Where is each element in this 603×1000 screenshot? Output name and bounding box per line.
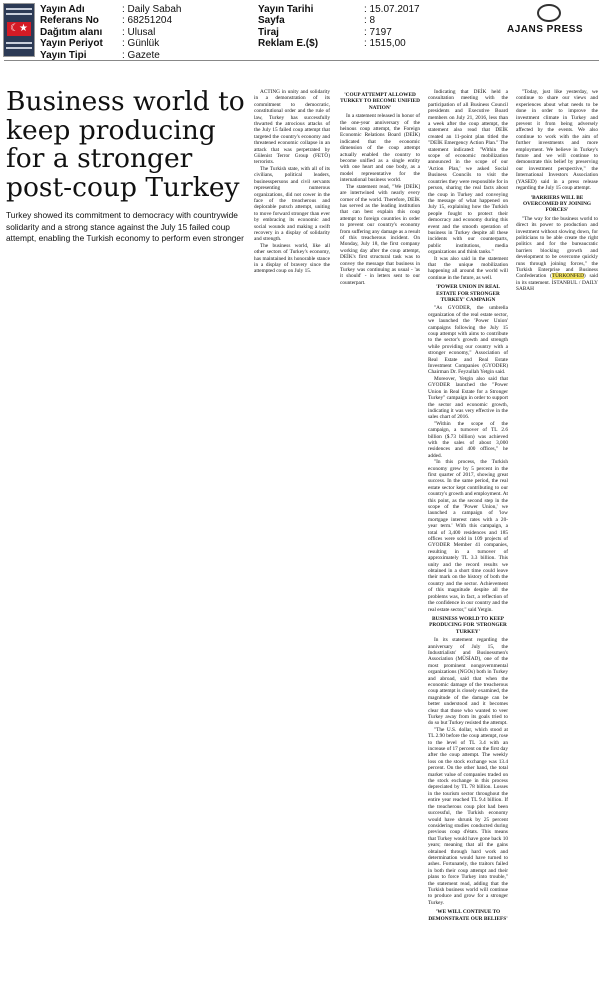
meta-value: : 7197 [364, 26, 392, 38]
newspaper-thumbnail [3, 3, 35, 57]
article-deck: Turkey showed its commitment to democracy with countrywide solidarity and a strong stance against the July 15 failed coup attempt, enabling the Turkish economy to perform even stronger [6, 210, 244, 243]
logo-text: AJANS PRESS [507, 24, 584, 35]
turkish-flag-icon: ☾★ [7, 22, 31, 36]
article-headline: Business world to keep producing for a stronger post-coup Turkey [6, 86, 245, 203]
meta-key: Yayın Tarihi [258, 4, 314, 15]
meta-key: Referans No [40, 15, 99, 27]
meta-left [40, 4, 181, 61]
meta-key: Tiraj [258, 26, 279, 38]
meta-key: Yayın Periyot [40, 38, 103, 50]
meta-value: : 68251204 [122, 15, 173, 27]
paragraph: In a statement released in honor of the one-year anniversary of the heinous coup attempt, the Foreign Economic Relations Board (DEİK) indicated that the economic dimension of the coup attempt actually enabled the country to become unified as a single entity with one heart and one body, as a model representative for the international business world. [340, 113, 420, 184]
column-1 [254, 89, 330, 275]
meta-key: Dağıtım alanı [40, 26, 103, 38]
paragraph: The statement read, "We [DEİK] are intertwined with nearly every corner of the world. Therefore, DEİK has served as the leading institution that can best explain this coup attempt to foreign countries in order to prevent our country's economy from suffering any damage as a result of this treacherous incident. On Monday, July 18, the first company working day after the coup attempt, DEİK's first structural task was to convey the message that business in Turkey was continuing as usual - 'as it should' - in letters sent to our counterpart. [340, 183, 420, 286]
paragraph: "As GYODER, the umbrella organization of the real estate sector, we launched the 'Power Union' campaigns following the July 15 coup attempt with aims to contribute to the sector's growth and strength while providing our country with a stronger economy," Association of Real Estate and Real Estate Investment Companies (GYODER) Chairman Dr. Feyzullah Yetgin said. [428, 305, 508, 376]
clipping-header [0, 0, 603, 61]
meta-value: : Gazete [122, 49, 160, 61]
meta-key: Reklam E.($) [258, 38, 319, 50]
meta-value: : 15.07.2017 [364, 4, 420, 15]
logo-ring-icon [537, 4, 561, 22]
column-3 [428, 89, 508, 924]
meta-value: : Daily Sabah [122, 4, 182, 15]
section-heading: 'COUP ATTEMPT ALLOWED TURKEY TO BECOME UNIFIED NATION' [340, 92, 420, 111]
meta-value: : 8 [364, 15, 376, 27]
paragraph: The business world, like all other sectors of Turkey's economy, has maintained its honorable stance in a display of bravery since the attempted coup on July 15. [254, 242, 330, 275]
meta-value: : Günlük [122, 38, 160, 50]
section-heading: 'WE WILL CONTINUE TO DEMONSTRATE OUR BELIEFS' [428, 909, 508, 922]
section-heading: BUSINESS WORLD TO KEEP PRODUCING FOR 'STRONGER TURKEY' [429, 615, 507, 635]
section-heading: 'BARRIERS WILL BE OVERCOMED BY JOINING FORCES' [522, 194, 592, 214]
paragraph: It was also said in the statement that the unique mobilization happening all around the world will continue in the future, as well. [428, 255, 508, 281]
header-divider [4, 60, 599, 61]
meta-value: : 1515,00 [364, 38, 406, 50]
paragraph: "Today, just like yesterday, we continue to share our views and experiences about what needs to be done in order to improve the investment climate in Turkey and prevent it from being adversely affected by the events. We also continue to work with the aim of further investments and more employment. We believe in Turkey's future and we will continue to demonstrate this belief by preserving our investment perspective," the International Investors Association (YASED) said in a press release regarding the July 15 coup attempt. [516, 89, 598, 192]
paragraph: In its statement regarding the anniversary of July 15, the Industrialists' and Businessmen's Association (MÜSİAD), one of the most prominent nongovernmental organizations (NGOs) both in Turkey and abroad, said that when the economic damage of the treacherous coup attempt is closely examined, the magnitude of the damage can be better understood and it becomes clear that those who wanted to veer Turkey away from its goals tried to do so but Turkey resisted the attempt. [428, 637, 508, 727]
meta-right [258, 4, 420, 50]
paragraph: "In this process, the Turkish economy grew by 5 percent in the first quarter of 2017, showing great success. In the same period, the real estate sector kept contributing to our country's growth and employment. At this point, as the second step in the scope of the 'Power Union,' we launched a campaign of 'low mortgage interest rates with a 20-year term.' With this campaign, a total of 3,400 residences and 185 offices were sold in 109 projects of GYODER Member 41 companies, resulting in a turnover of approximately TL 3.3 billion. This unity and the record results we obtained in a short time could leave their mark on the history of both the country and the sector. Achievement of this magnitude despite all the problems was, in fact, a reflection of the confidence in our country and the real estate sector," said Yetgin. [428, 459, 508, 613]
paragraph: "Within the scope of the campaign, a turnover of TL 2.6 billion ($.73 billion) was achieved with the sales of about 3,000 residences and 400 offices," he added. [428, 420, 508, 459]
highlight-mark: TÜRKONFED [551, 273, 584, 280]
paragraph: Moreover, Yetgin also said that GYODER launched the "Power Union in Real Estate for a Stronger Turkey" campaign in order to support the sector and economic growth, indicating it was very effective in the sales chart of 2016. [428, 375, 508, 421]
paragraph: The Turkish state, with all of its civilians, political leaders, businesspersons and civil servants representing numerous organizations, did not cower in the face of the treacherous and deplorable putsch attempt, uniting to move forward stronger than ever by embracing its economic and social wounds and making a swift recovery in a display of solidarity and strength. [254, 165, 330, 243]
column-4 [516, 89, 598, 293]
meta-key: Yayın Adı [40, 4, 85, 15]
section-heading: 'POWER UNION IN REAL ESTATE FOR STRONGER TURKEY' CAMPAIGN [436, 284, 500, 303]
column-2 [340, 89, 420, 286]
paragraph: ACTING in unity and solidarity in a demonstration of its commitment to democratic, constitutional order and the rule of law, Turkey has successfully thwarted the atrocious attacks of the July 15 failed coup attempt that targeted the country's economy and threatened economic collapse in an attack that was perpetrated by Gülenist Terror Group (FETÖ) terrorists. [254, 89, 330, 166]
ajans-press-logo [505, 4, 595, 34]
meta-key: Sayfa [258, 15, 285, 27]
meta-key: Yayın Tipi [40, 49, 87, 61]
meta-value: : Ulusal [122, 26, 156, 38]
paragraph: "The U.S. dollar, which stood at TL 2.90 before the coup attempt, rose to the level of TL 3.4 with an increase of 17 percent on the first day after the coup attempt. The weekly loss on the stock exchange was 13.4 percent. On the other hand, the total market value of companies traded on the stock exchange in this process depreciated by TL 78 billion. Losses in the tourism sector throughout the entire year reached TL 9.4 billion. If the treacherous coup plot had been successful, the Turkish economy would have shrunk by 25 percent considering studies conducted during previous coup d'états. This means that Turkey would have gone back 10 years; meaning that all the gains obtained through hard work and determination would have turned to ashes. Fortunately, the traitors failed in both their coup attempt and their plans to force Turkey into trouble," the statement read, adding that the Turkish business world will continue to produce and grow for a stronger Turkey. [428, 726, 508, 906]
paragraph: "The way for the business world to direct its power to production and investment without slowing down, for politicians to be able create the right politics and for the bureaucratic barriers blocking growth and development to be overcome quickly runs through joining forces," the Turkish Enterprise and Business Confederation (TÜRKONFED) said in its statement. İSTANBUL / DAILY SABAH [516, 215, 598, 293]
paragraph: Indicating that DEİK held a consultation meeting with the participation of all Business Council presidents and Executive Board members on July 21, 2016, less than a week after the coup attempt, the statement also read that DEİK created an 11-point plan titled the "DEİK Emergency Action Plan." The statement indicated: "Within the scope of economic mobilization announced in the scope of our 'Action Plan,' we asked Social Business Councils to visit the countries they were responsible for in person, sharing the real facts about the coup in Turkey and conveying the message of what happened on July 15, explaining how the Turkish people fought to protect their democracy and economy during this event and the smooth operation of business in Turkey despite all these incidents with our counterparts, public institutions, media organizations and think tanks." [428, 89, 508, 256]
